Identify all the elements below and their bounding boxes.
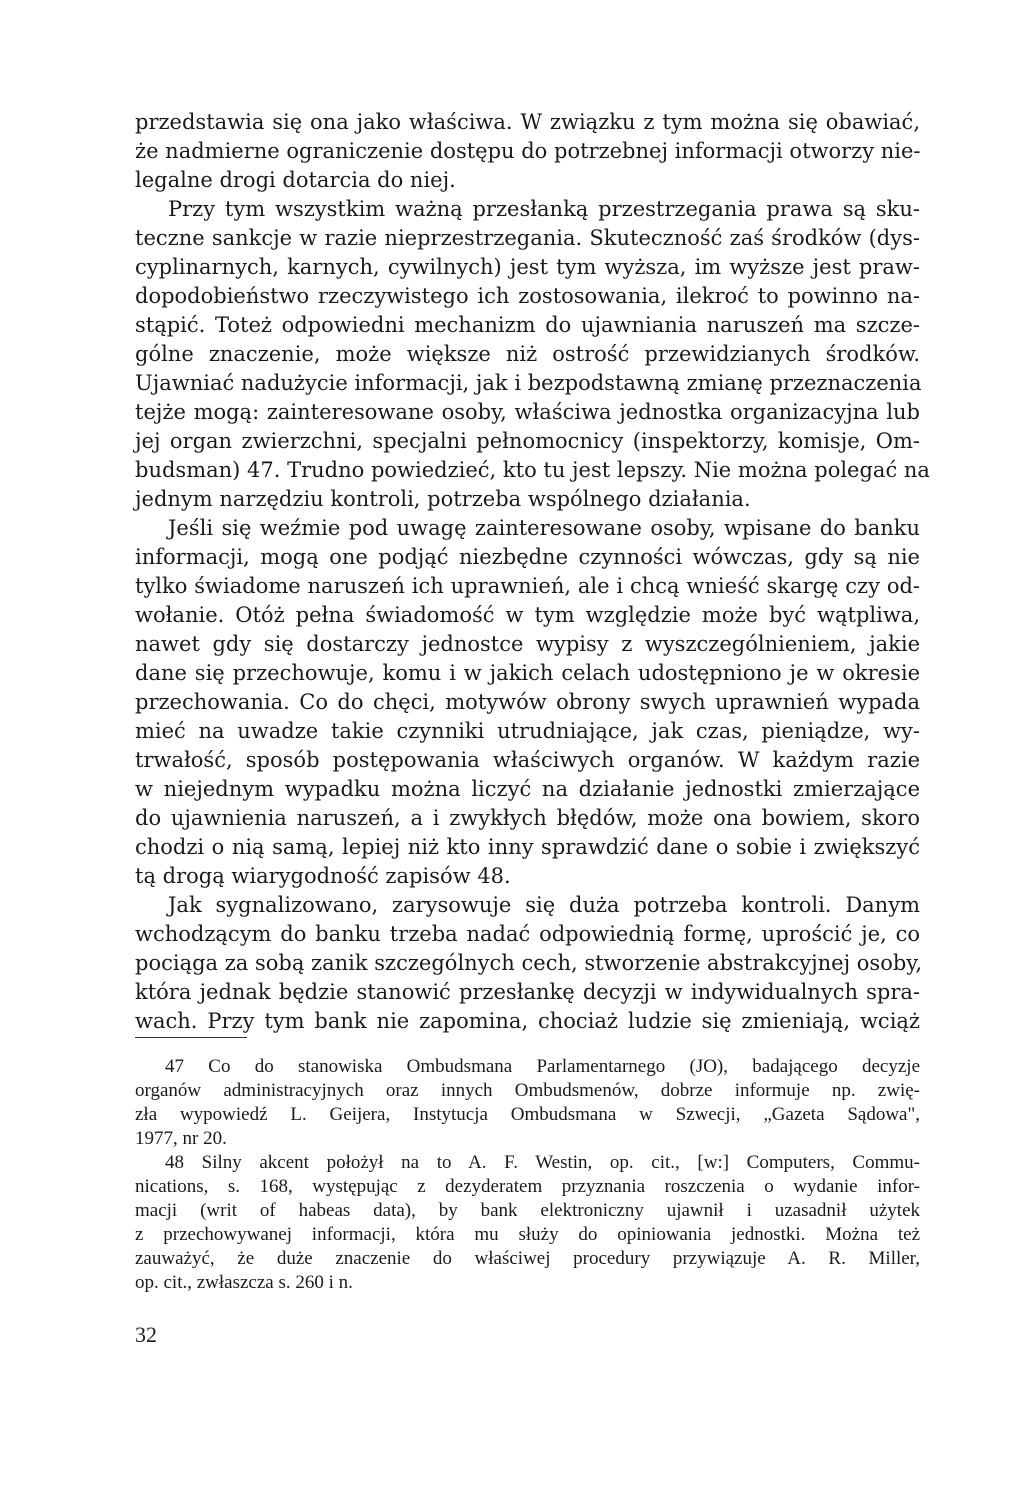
text-line: legalne drogi dotarcia do niej. xyxy=(135,168,456,192)
text-line: trwałość, sposób postępowania właściwych organów. W każdym razie xyxy=(135,748,920,772)
text-line: tejże mogą: zainteresowane osoby, właściwa jednostka organizacyjna lub xyxy=(135,400,920,424)
text-line: Przy tym wszystkim ważną przesłanką przestrzegania prawa są sku- xyxy=(168,197,920,221)
body-text xyxy=(135,108,930,1036)
text-line: Jeśli się weźmie pod uwagę zainteresowane osoby, wpisane do banku xyxy=(168,516,920,540)
page-number: 32 xyxy=(135,1322,157,1347)
text-line: wach. Przy tym bank nie zapomina, chociaż ludzie się zmieniają, wciąż xyxy=(135,1009,920,1033)
footnotes xyxy=(135,1055,920,1295)
text-line: teczne sankcje w razie nieprzestrzegania. Skuteczność zaś środków (dys- xyxy=(135,226,920,250)
text-line: cyplinarnych, karnych, cywilnych) jest tym wyższa, im wyższe jest praw- xyxy=(135,255,920,279)
footnote-line: 47 Co do stanowiska Ombudsmana Parlamentarnego (JO), badającego decyzje xyxy=(165,1056,920,1077)
text-line: do ujawnienia naruszeń, a i zwykłych błędów, może ona bowiem, skoro xyxy=(135,806,920,830)
text-line: tą drogą wiarygodność zapisów 48. xyxy=(135,864,511,888)
text-line: dopodobieństwo rzeczywistego ich zostosowania, ilekroć to powinno na- xyxy=(135,284,920,308)
text-line: w niejednym wypadku można liczyć na działanie jednostki zmierzające xyxy=(135,777,920,801)
text-line: gólne znaczenie, może większe niż ostrość przewidzianych środków. xyxy=(135,342,920,366)
text-line: mieć na uwadze takie czynniki utrudniające, jak czas, pieniądze, wy- xyxy=(135,719,920,743)
footnote-line: 48 Silny akcent położył na to A. F. Westin, op. cit., [w:] Computers, Commu- xyxy=(165,1152,920,1173)
text-line: nawet gdy się dostarczy jednostce wypisy z wyszczególnieniem, jakie xyxy=(135,632,920,656)
text-line: jednym narzędziu kontroli, potrzeba wspólnego działania. xyxy=(135,487,751,511)
text-line: wołanie. Otóż pełna świadomość w tym względzie może być wątpliwa, xyxy=(135,603,920,627)
text-line: budsman) 47. Trudno powiedzieć, kto tu jest lepszy. Nie można polegać na xyxy=(135,458,930,482)
footnote-line: op. cit., zwłaszcza s. 260 i n. xyxy=(135,1272,353,1293)
footnote-separator xyxy=(135,1037,247,1038)
footnote-line: nications, s. 168, występując z dezyderatem przyznania roszczenia o wydanie infor- xyxy=(135,1176,920,1197)
footnote-line: organów administracyjnych oraz innych Ombudsmenów, dobrze informuje np. zwię- xyxy=(135,1080,920,1101)
footnote-line: zauważyć, że duże znaczenie do właściwej procedury przywiązuje A. R. Miller, xyxy=(135,1248,920,1269)
text-line: dane się przechowuje, komu i w jakich celach udostępniono je w okresie xyxy=(135,661,920,685)
text-line: wchodzącym do banku trzeba nadać odpowiednią formę, uprościć je, co xyxy=(135,922,920,946)
text-line: Jak sygnalizowano, zarysowuje się duża potrzeba kontroli. Danym xyxy=(168,893,920,917)
footnote-line: zła wypowiedź L. Geijera, Instytucja Ombudsmana w Szwecji, „Gazeta Sądowa", xyxy=(135,1104,920,1125)
footnote-line: z przechowywanej informacji, która mu służy do opiniowania jednostki. Można też xyxy=(135,1224,920,1245)
text-line: pociąga za sobą zanik szczególnych cech, stworzenie abstrakcyjnej osoby, xyxy=(135,951,923,975)
text-line: przedstawia się ona jako właściwa. W związku z tym można się obawiać, xyxy=(135,110,920,134)
text-line: przechowania. Co do chęci, motywów obrony swych uprawnień wypada xyxy=(135,690,920,714)
text-line: chodzi o nią samą, lepiej niż kto inny sprawdzić dane o sobie i zwiększyć xyxy=(135,835,920,859)
text-line: Ujawniać nadużycie informacji, jak i bezpodstawną zmianę przeznaczenia xyxy=(135,371,922,395)
footnote-line: macji (writ of habeas data), by bank elektroniczny ujawnił i uzasadnił użytek xyxy=(135,1200,920,1221)
footnote-line: 1977, nr 20. xyxy=(135,1128,227,1149)
text-line: jej organ zwierzchni, specjalni pełnomocnicy (inspektorzy, komisje, Om- xyxy=(135,429,920,453)
text-line: tylko świadome naruszeń ich uprawnień, ale i chcą wnieść skargę czy od- xyxy=(135,574,920,598)
text-line: że nadmierne ograniczenie dostępu do potrzebnej informacji otworzy nie- xyxy=(135,139,921,163)
text-line: która jednak będzie stanowić przesłankę decyzji w indywidualnych spra- xyxy=(135,980,920,1004)
text-line: informacji, mogą one podjąć niezbędne czynności wówczas, gdy są nie xyxy=(135,545,920,569)
text-line: stąpić. Toteż odpowiedni mechanizm do ujawniania naruszeń ma szcze- xyxy=(135,313,920,337)
